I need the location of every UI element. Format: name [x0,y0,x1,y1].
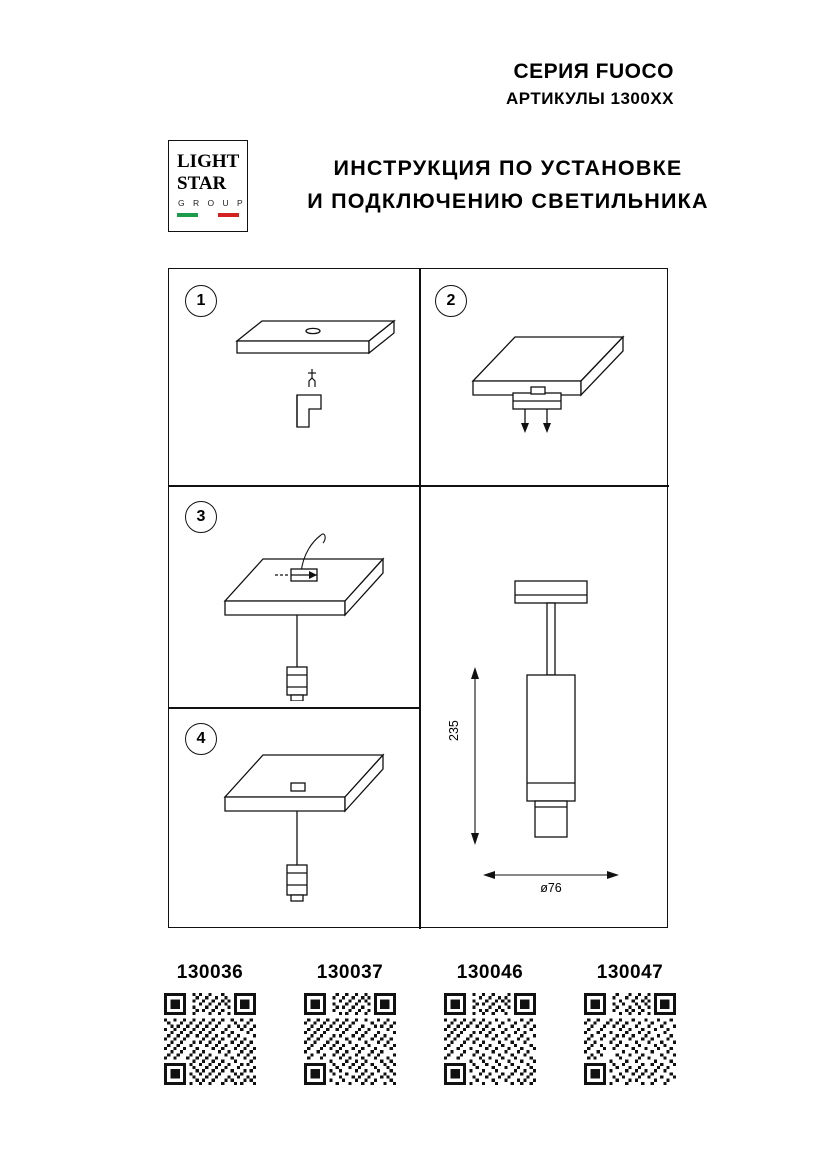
page-title-line-2: И ПОДКЛЮЧЕНИЮ СВЕТИЛЬНИКА [307,189,709,213]
code-label-0: 130036 [176,962,244,983]
qr-code-1 [304,993,396,1085]
code-label-2: 130046 [456,962,524,983]
panel-divider-h-right [419,485,669,487]
page-title-line-1: ИНСТРУКЦИЯ ПО УСТАНОВКЕ [333,156,683,180]
step-2-illustration [451,309,651,474]
qr-code-3 [584,993,676,1085]
series-title: СЕРИЯ FUOCO [513,60,674,83]
code-item-3 [570,962,690,1085]
lightstar-logo [168,140,248,232]
logo-line-1: LIGHT [177,151,240,172]
code-label-3: 130047 [596,962,664,983]
code-item-0 [150,962,270,1085]
step-number-1: 1 [185,285,217,317]
product-dimensions-illustration [431,495,667,930]
step-number-3: 3 [185,501,217,533]
step-1-illustration [209,299,419,484]
qr-code-0 [164,993,256,1085]
step-3-illustration [205,501,420,706]
logo-color-bars [177,213,239,217]
qr-code-2 [444,993,536,1085]
code-item-1 [290,962,410,1085]
panel-divider-h2 [169,707,419,709]
height-dimension-label: 235 [447,720,461,741]
header-titles [0,58,826,112]
step-number-4: 4 [185,723,217,755]
page-title [258,152,758,218]
diagram-panel [168,268,668,928]
code-item-2 [430,962,550,1085]
logo-line-3: G R O U P [178,198,246,208]
step-4-illustration [205,723,420,928]
logo-line-2: STAR [177,173,227,194]
diameter-dimension-label: ø76 [540,881,562,895]
panel-divider-h1 [169,485,419,487]
article-numbers: АРТИКУЛЫ 1300XX [505,89,674,108]
step-number-2: 2 [435,285,467,317]
product-codes-row [150,962,690,1085]
code-label-1: 130037 [316,962,384,983]
